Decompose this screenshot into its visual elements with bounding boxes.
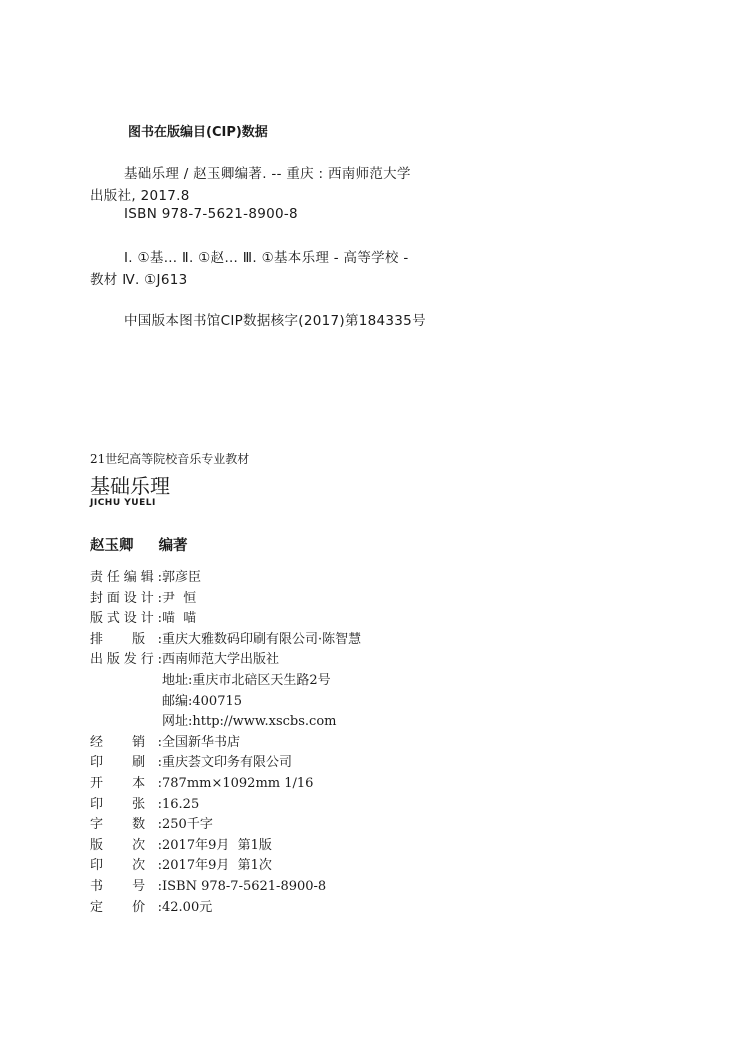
- spec-value: 2017年9月 第1版: [162, 837, 272, 853]
- spec-value: 全国新华书店: [162, 734, 241, 750]
- spec-label: 书 号:: [90, 878, 162, 894]
- credit-value: 西南师范大学出版社: [162, 652, 280, 668]
- spec-value: 16.25: [162, 796, 200, 812]
- cip-class-line2: 教材 Ⅳ. ①J613: [90, 272, 188, 288]
- spec-label: 印 刷:: [90, 755, 162, 771]
- credit-row: [90, 630, 361, 651]
- credit-label: 排 版:: [90, 631, 162, 647]
- publisher-address: 地址:重庆市北碚区天生路2号: [162, 672, 331, 688]
- author-role: 编著: [158, 538, 188, 554]
- spec-label: 开 本:: [90, 775, 162, 791]
- spec-row: [90, 836, 361, 857]
- publisher-postcode: 邮编:400715: [162, 693, 243, 709]
- spec-label: 定 价:: [90, 899, 162, 915]
- spec-value: ISBN 978-7-5621-8900-8: [162, 878, 327, 894]
- publisher-website: 网址:http://www.xscbs.com: [162, 714, 337, 730]
- spec-label: 经 销:: [90, 734, 162, 750]
- credit-row: [90, 589, 361, 610]
- credit-value: 尹 恒: [162, 590, 197, 606]
- spec-row: [90, 856, 361, 877]
- cip-heading: 图书在版编目(CIP)数据: [128, 125, 268, 140]
- credit-value: 郭彦臣: [162, 570, 202, 585]
- credit-label: 责任编辑:: [90, 570, 162, 585]
- credit-row: [90, 568, 361, 589]
- spec-value: 787mm×1092mm 1/16: [162, 775, 314, 791]
- credit-value: 喵 喵: [162, 611, 197, 627]
- credit-label: 版式设计:: [90, 611, 162, 627]
- spec-label: 字 数:: [90, 817, 162, 833]
- book-pinyin: JICHU YUELI: [90, 498, 156, 508]
- spec-value: 重庆荟文印务有限公司: [162, 755, 293, 771]
- cip-number: 中国版本图书馆CIP数据核字(2017)第184335号: [124, 313, 426, 329]
- spec-label: 印 次:: [90, 858, 162, 874]
- spec-value: 42.00元: [162, 899, 213, 915]
- cip-entry-line2: 出版社, 2017.8: [90, 188, 190, 204]
- spec-value: 250千字: [162, 817, 213, 833]
- spec-row: [90, 898, 361, 919]
- spec-row: [90, 795, 361, 816]
- credit-value: 重庆大雅数码印刷有限公司·陈智慧: [162, 631, 362, 647]
- cip-class-line1: Ⅰ. ①基… Ⅱ. ①赵… Ⅲ. ①基本乐理 - 高等学校 -: [124, 250, 409, 266]
- spec-label: 版 次:: [90, 837, 162, 853]
- author-name: 赵玉卿: [90, 538, 134, 554]
- credits-block: [90, 568, 361, 918]
- cip-entry-line1: 基础乐理 / 赵玉卿编著. -- 重庆 : 西南师范大学: [124, 166, 411, 182]
- spec-value: 2017年9月 第1次: [162, 858, 272, 874]
- spec-row: [90, 733, 361, 754]
- spec-label: 印 张:: [90, 796, 162, 812]
- book-title: 基础乐理: [90, 474, 170, 498]
- cip-isbn-line: ISBN 978-7-5621-8900-8: [124, 206, 298, 222]
- series-name: 21世纪高等院校音乐专业教材: [90, 452, 250, 466]
- credit-label: 出版发行:: [90, 652, 162, 668]
- credit-label: 封面设计:: [90, 590, 162, 606]
- credit-row: [90, 609, 361, 630]
- spec-row: [90, 815, 361, 836]
- spec-row: [90, 774, 361, 795]
- credit-row: [90, 650, 361, 671]
- author-line: [90, 534, 188, 555]
- spec-row: [90, 753, 361, 774]
- spec-row: [90, 877, 361, 898]
